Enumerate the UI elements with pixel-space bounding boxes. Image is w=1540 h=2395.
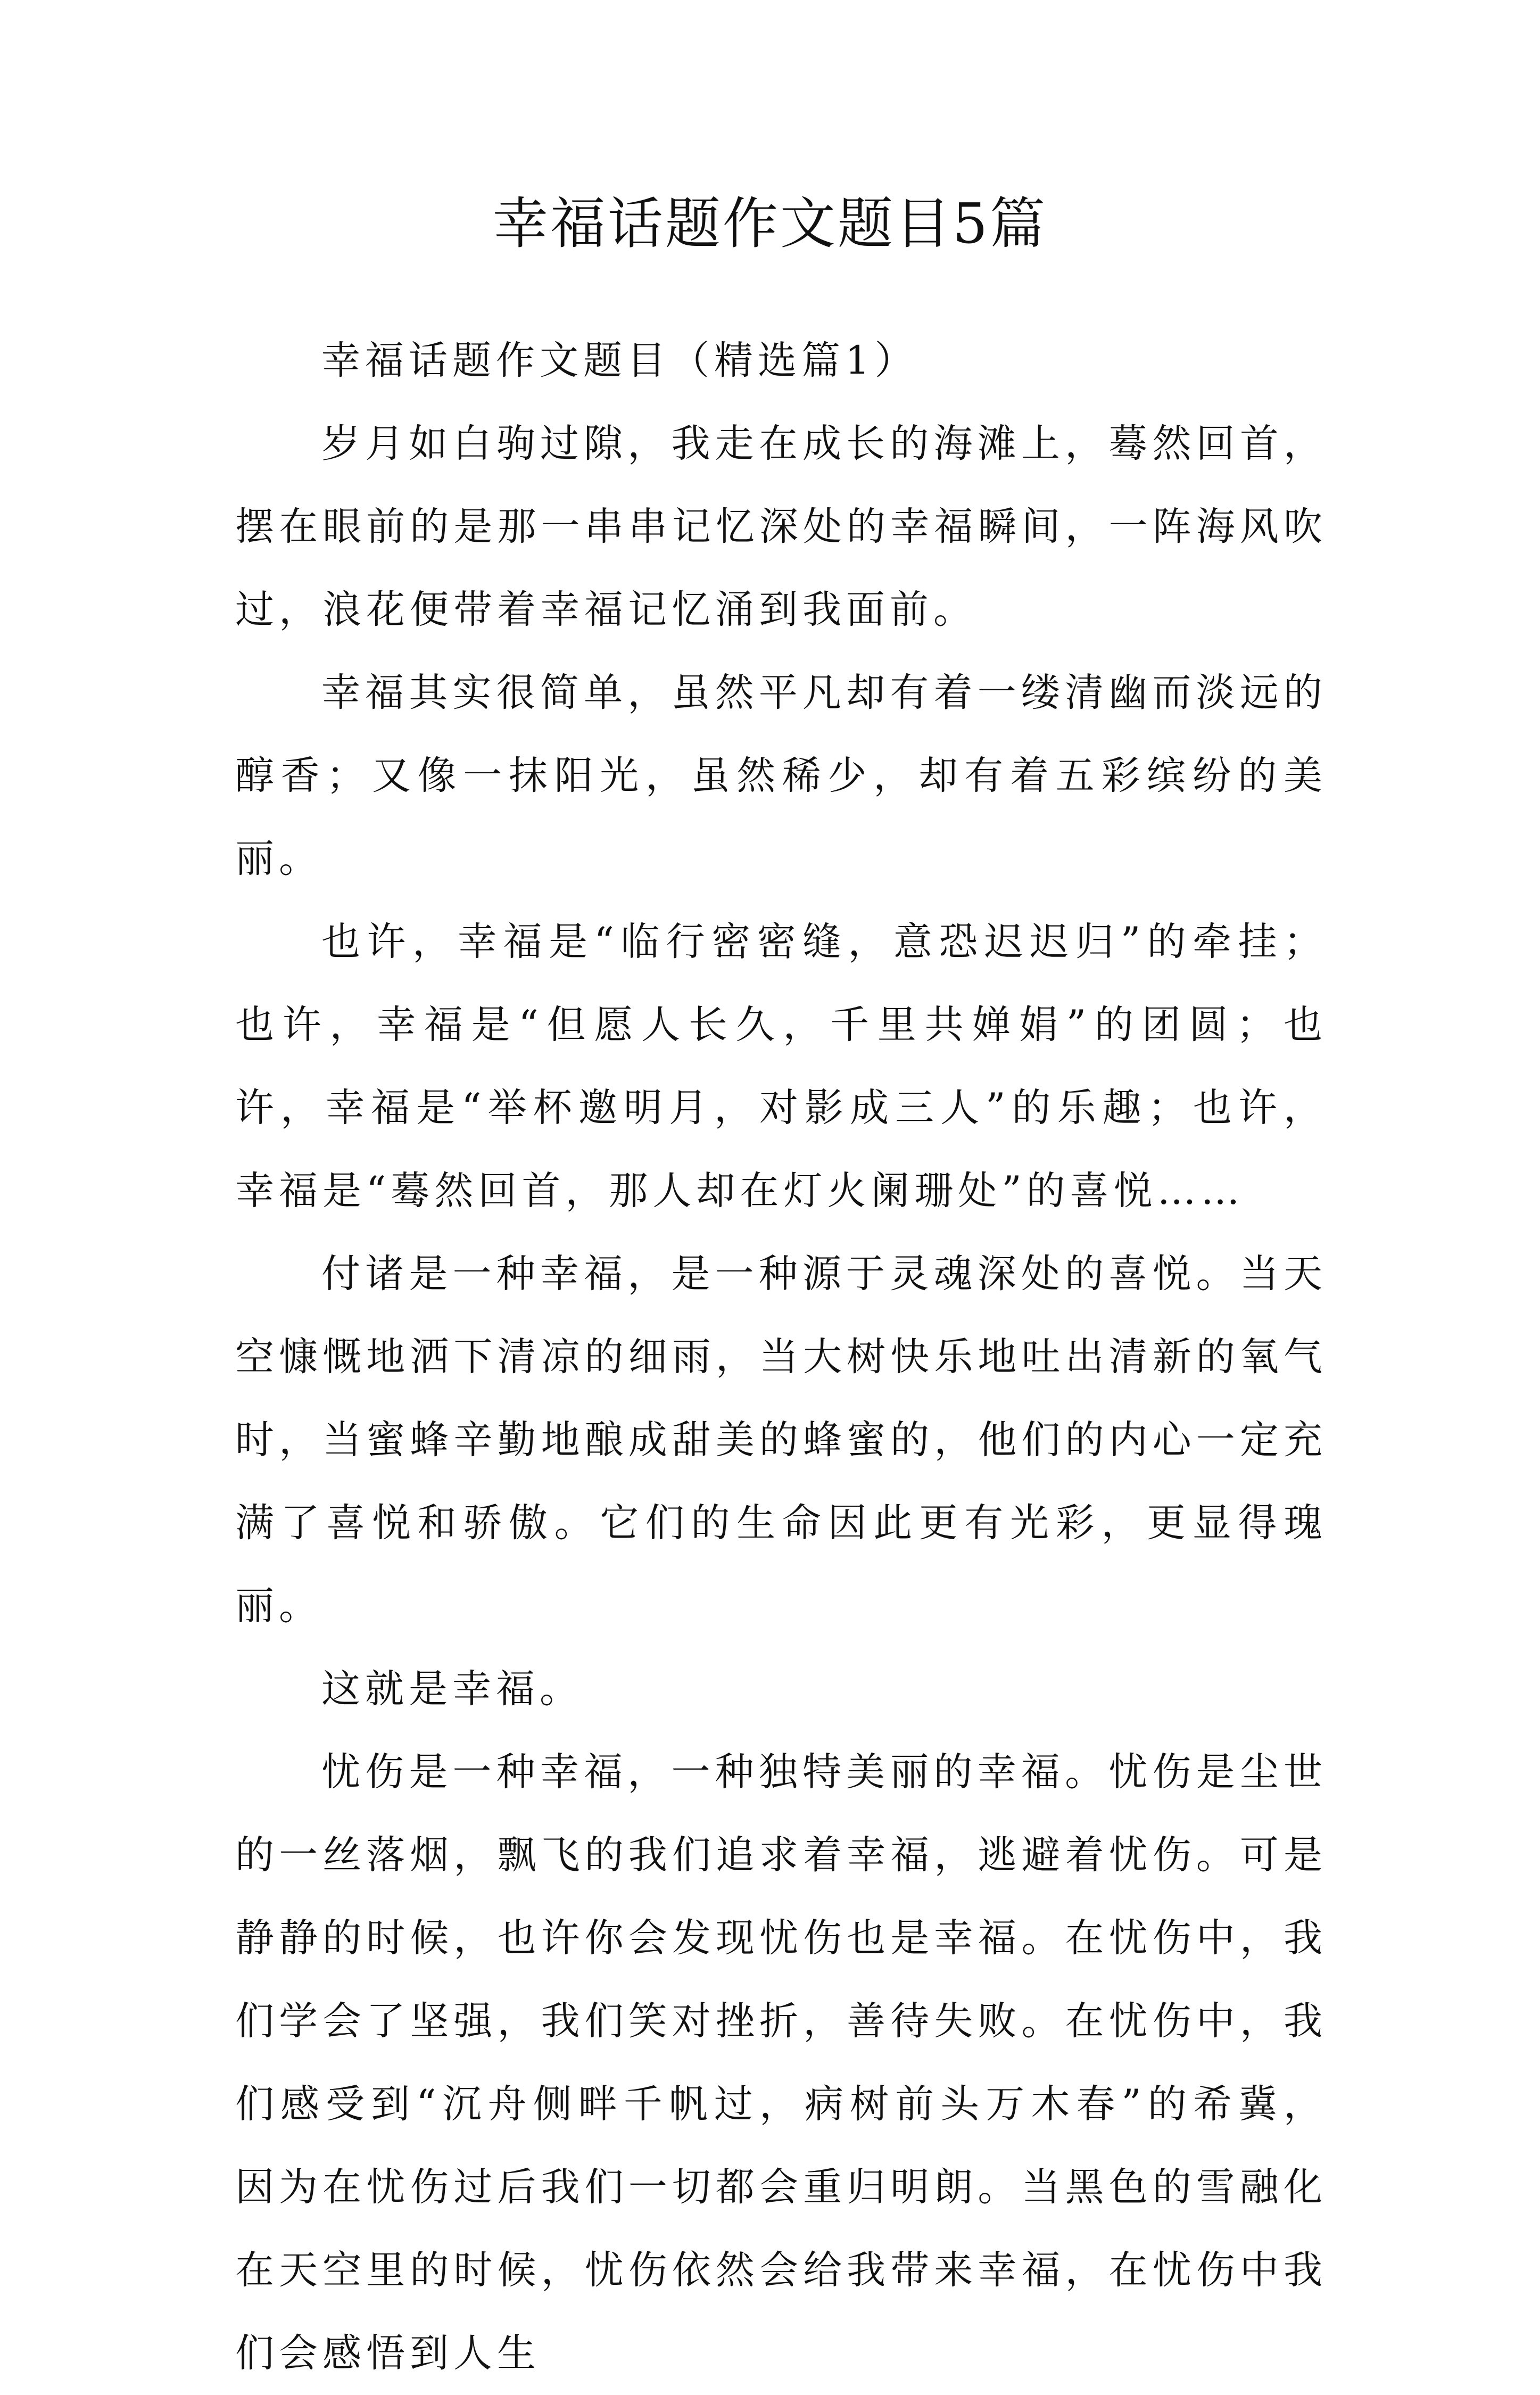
paragraph: 也许，幸福是“临行密密缝，意恐迟迟归”的牵挂；也许，幸福是“但愿人长久，千里共婵娟”的团圆；也许，幸福是“举杯邀明月，对影成三人”的乐趣；也许，幸福是“蓦然回首，那人却在灯火阑珊处”的喜悦…… (235, 919, 1327, 1213)
paragraph: 这就是幸福。 (321, 1666, 583, 1712)
paragraph: 岁月如白驹过隙，我走在成长的海滩上，蓦然回首，摆在眼前的是那一串串记忆深处的幸福瞬间，一阵海风吹过，浪花便带着幸福记忆涌到我面前。 (235, 421, 1327, 632)
document-body (235, 319, 1327, 2395)
paragraph-subheading: 幸福话题作文题目（精选篇1） (321, 338, 918, 383)
paragraph: 幸福其实很简单，虽然平凡却有着一缕清幽而淡远的醇香；又像一抹阳光，虽然稀少，却有着五彩缤纷的美丽。 (235, 670, 1327, 881)
paragraph: 付诸是一种幸福，是一种源于灵魂深处的喜悦。当天空慷慨地洒下清凉的细雨，当大树快乐地吐出清新的氧气时，当蜜蜂辛勤地酿成甜美的蜂蜜的，他们的内心一定充满了喜悦和骄傲。它们的生命因此更有光彩，更显得瑰丽。 (235, 1251, 1327, 1629)
paragraph: 忧伤是一种幸福，一种独特美丽的幸福。忧伤是尘世的一丝落烟，飘飞的我们追求着幸福，逃避着忧伤。可是静静的时候，也许你会发现忧伤也是幸福。在忧伤中，我们学会了坚强，我们笑对挫折，善待失败。在忧伤中，我们感受到“沉舟侧畔千帆过，病树前头万木春”的希冀，因为在忧伤过后我们一切都会重归明朗。当黑色的雪融化在天空里的时候，忧伤依然会给我带来幸福，在忧伤中我们会感悟到人生 (235, 1749, 1327, 2376)
document-title: 幸福话题作文题目5篇 (492, 191, 1048, 256)
